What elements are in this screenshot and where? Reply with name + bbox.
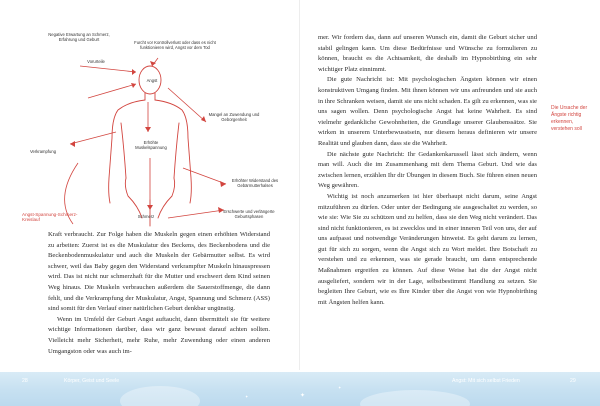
label-fear-control-loss: Furcht vor Kontrollverlust oder dass es nicht funktionieren wird, Angst vor dem Tod (134, 40, 216, 50)
cloud-shape (360, 390, 470, 406)
right-page (300, 0, 600, 406)
paragraph: Wichtig ist noch anzumerken ist hier überhaupt nicht darum, seine Angst mitzuführen zu dürfen. Oder unter der Bedingung sie ausgeschaltet zu werden, so wie sie: Wie Sie zu schützen und zu helfen, dass sie den Weg nicht verändert. Das sind nicht funktionieren, es ist zwecklos und in einer inneren Teil von uns, der auf uns aufpasst und notwendige Veränderungen hinweist. Es geht darum zu lernen, gut für sich zu sorgen, wenn die Angst sich zu Wort meldet. Ihre Botschaft zu verstehen und zu erkennen, was sie gerade braucht, um dann entsprechende Maßnahmen ergreifen zu können. Auf diese Weise hat die der Angst nicht ausgeliefert, sondern wir in der Lage, selbstbestimmt Handlung zu setzen. Sie begleiten Ihre Geburt, wie es Ihre Kinder über die Angst von wie Hypnobirthing mit Ängsten helfen kann. (318, 192, 537, 306)
label-cramping: Verkrampfung (29, 149, 57, 154)
paragraph: Die nächste gute Nachricht: Ihr Gedankenkarussell lässt sich ändern, wenn man will. Auch die im Zusammenhang mit dem Thema Geburt. Und wie das zwischen lernen, erzählen Ihr dir Übungen in diesem Buch. Sie führen einen neuen Weg gewähren. (318, 150, 537, 190)
paragraph: Kraft verbraucht. Zur Folge haben die Muskeln gegen einen erhöhten Widerstand zu arbeiten: Zuerst ist es die Muskulatur des Beckens, des Beckenbodens und die Beckenbodenmuskulatur und auch die Muskeln der Gebärmutter selbst. Es wird schwer, weil das Baby gegen den Widerstand verkrampfter Muskeln hinauspressen wird. Das ist nicht nur schmerzhaft für die Mutter und erschwert dem Kind seinen Weg hinaus. Die Muskeln verbrauchen außerdem die Sauerstoffmenge, die dann fehlt, und die Verkrampfung der Muskulatur, Angst, Spannung und Schmerz (ASS) sind somit für den Verlauf einer natürlichen Geburt denkbar ungünstig. (48, 231, 270, 313)
sparkle-icon: ✦ (300, 393, 306, 399)
arrow-heads (70, 61, 226, 213)
label-pain: Schmerz (137, 214, 155, 219)
page-footer (0, 372, 600, 406)
paragraph: mer. Wir fordern das, dann auf unseren Wunsch ein, damit die Geburt sicher und stabil gelingen kann. Um diese Bedürfnisse und Wünsche zu formulieren zu können, braucht es die Achtsamkeit, die deshalb im Hypnobirthing ein sehr wichtiger Platz einnimmt. (318, 34, 537, 73)
label-negative-expectation: Negative Erwartung an Schmerz, Erfahrung und Geburt (48, 32, 110, 42)
label-cervix-resistance: Erhöhter Widerstand des Gebärmutterhalses (231, 178, 279, 188)
right-body-text (318, 33, 537, 308)
sparkle-icon: ✦ (245, 394, 249, 399)
label-prolonged-birth: Erschwerte und verlängerte Geburtsphasen (223, 209, 275, 219)
label-fear-tension-pain-cycle: Angst-Spannung-Schmerz-Kreislauf (22, 212, 78, 222)
right-running-title: Angst: Mit sich selbst Frieden (452, 378, 520, 384)
left-running-title: Körper, Geist und Seele (64, 378, 120, 384)
angst-spannung-schmerz-diagram (18, 28, 288, 228)
label-prejudice: Vorurteile (87, 59, 105, 64)
margin-note: Die Ursache der Ängste richtig erkennen, verstehen soll (551, 105, 588, 132)
paragraph: Wenn im Umfeld der Geburt Angst auftaucht, dann übermittelt sie für weitere wichtige Informationen darüber, dass wir ganz bewusst darauf achten sollten. Vielleicht mehr Sicherheit, mehr Ruhe, mehr Zuwendung oder einen anderen Umgangston oder was auch im- (48, 315, 270, 355)
label-lack-of-care: Mangel an Zuwendung und Geborgenheit (208, 112, 260, 122)
cloud-shape (120, 386, 200, 406)
label-fear: Angst (146, 78, 158, 83)
body-outline-figure (18, 28, 288, 228)
sparkle-icon: ✦ (338, 385, 342, 390)
paragraph: Die gute Nachricht ist: Mit psychologischen Ängsten können wir einen konstruktiven Umgang finden. Mit ihnen können wir uns anfreunden und sie auch in ihre Schranken weisen, damit sie uns nicht schaden. Es gilt zu erkennen, was sie uns sagen wollen. Denn psychologische Angst hat keine Wahrheit. Es sind vielmehr gedankliche Gewohnheiten, die Grundlage unserer Glaubenssätze. Sie wirken in unserem Unterbewusstsein, nur diesem heraus definieren wir unsere Realität und glauben dann, dass sie die Wahrheit. (318, 76, 537, 147)
left-body-text (48, 230, 270, 357)
right-page-number: 29 (570, 378, 576, 384)
label-increased-muscle-tension: Erhöhte Muskelspannung (135, 140, 167, 150)
left-page-number: 28 (22, 378, 28, 384)
